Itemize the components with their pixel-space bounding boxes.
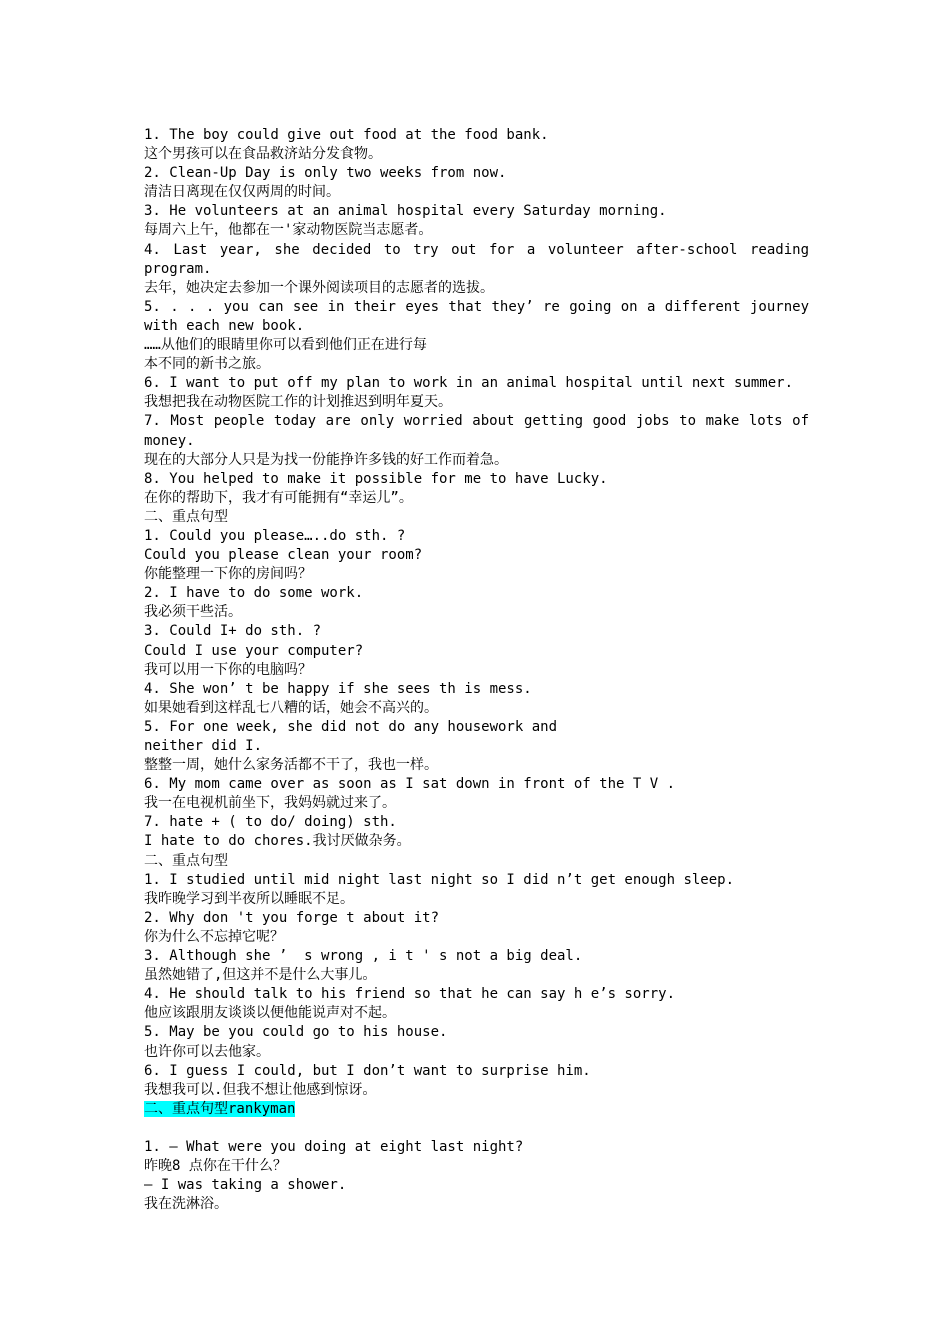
blank-line <box>144 1119 809 1138</box>
text-line: 6. My mom came over as soon as I sat down in front of the T V . <box>144 776 676 793</box>
text-line: 5. For one week, she did not do any housework and <box>144 718 558 735</box>
text-line: 这个男孩可以在食品救济站分发食物。 <box>144 146 382 163</box>
text-line: Could I use your computer? <box>144 642 364 659</box>
section-heading: 二、重点句型 <box>144 852 228 869</box>
text-line: 他应该跟朋友谈谈以便他能说声对不起。 <box>144 1005 396 1022</box>
text-line: 去年，她决定去参加一个课外阅读项目的志愿者的选拔。 <box>144 279 494 296</box>
text-line: 1. The boy could give out food at the food bank. <box>144 127 549 143</box>
text-line: 6. I guess I could, but I don’t want to surprise him. <box>144 1062 591 1079</box>
text-line: program. <box>144 260 212 277</box>
text-line: 我可以用一下你的电脑吗？ <box>144 661 312 678</box>
text-line: 每周六上午，他都在一'家动物医院当志愿者。 <box>144 222 433 239</box>
text-line: 3. He volunteers at an animal hospital every Saturday morning. <box>144 203 667 220</box>
text-line: 昨晚8 点你在干什么？ <box>144 1158 287 1175</box>
text-line: 8. You helped to make it possible for me to have Lucky. <box>144 470 608 487</box>
text-line: 1. Could you please…..do sth. ? <box>144 527 406 544</box>
text-line: 我昨晚学习到半夜所以睡眠不足。 <box>144 890 354 907</box>
text-line: 2. Clean-Up Day is only two weeks from now. <box>144 165 507 182</box>
text-line: 清洁日离现在仅仅两周的时间。 <box>144 184 340 201</box>
text-line: 2. I have to do some work. <box>144 585 364 602</box>
document-page <box>144 126 809 1214</box>
text-line: 我必须干些活。 <box>144 604 242 621</box>
text-line: 虽然她错了,但这并不是什么大事儿。 <box>144 967 377 984</box>
text-line: 5. . . . you can see in their eyes that they’ re going on a different journey <box>144 298 809 315</box>
text-line: 本不同的新书之旅。 <box>144 356 270 373</box>
text-line: 4. She won’ t be happy if she sees th is mess. <box>144 680 532 697</box>
text-line: with each new book. <box>144 317 305 334</box>
text-line: 我一在电视机前坐下，我妈妈就过来了。 <box>144 795 396 812</box>
text-line: 7. hate + ( to do/ doing) sth. <box>144 814 397 831</box>
text-line: ……从他们的眼睛里你可以看到他们正在进行每 <box>144 337 427 354</box>
text-line: 2. Why don 't you forge t about it? <box>144 909 440 926</box>
text-line: Could you please clean your room? <box>144 547 423 564</box>
text-line: 如果她看到这样乱七八糟的话，她会不高兴的。 <box>144 699 438 716</box>
text-line: 你为什么不忘掉它呢？ <box>144 928 284 945</box>
text-line: 我想我可以.但我不想让他感到惊讶。 <box>144 1081 377 1098</box>
text-line: 1. — What were you doing at eight last night? <box>144 1138 524 1155</box>
text-line: money. <box>144 432 195 449</box>
text-line: 整整一周，她什么家务活都不干了，我也一样。 <box>144 757 438 774</box>
text-line: neither did I. <box>144 738 263 754</box>
text-line: 1. I studied until mid night last night so I did n’t get enough sleep. <box>144 871 735 888</box>
highlighted-heading <box>144 1100 809 1119</box>
text-line: 6. I want to put off my plan to work in an animal hospital until next summer. <box>144 375 794 392</box>
text-line: 4. Last year, she decided to try out for a volunteer after-school reading <box>144 241 809 258</box>
text-line: 我想把我在动物医院工作的计划推迟到明年夏天。 <box>144 394 452 411</box>
text-line: 也许你可以去他家。 <box>144 1043 270 1060</box>
text-line: 7. Most people today are only worried about getting good jobs to make lots of <box>144 413 809 430</box>
text-line: 4. He should talk to his friend so that he can say h e’s sorry. <box>144 986 676 1003</box>
text-line: I hate to do chores.我讨厌做杂务。 <box>144 833 411 850</box>
text-line: 3. Although she ’ s wrong , i t ' s not a big deal. <box>144 948 583 965</box>
highlight-mark: 二、重点句型rankyman <box>144 1100 296 1117</box>
text-line: 在你的帮助下，我才有可能拥有“幸运儿”。 <box>144 489 413 506</box>
text-line: 你能整理一下你的房间吗？ <box>144 566 312 583</box>
section-heading: 二、重点句型 <box>144 508 228 525</box>
text-line: 3. Could I+ do sth. ? <box>144 623 322 640</box>
text-line: — I was taking a shower. <box>144 1177 347 1194</box>
text-line: 现在的大部分人只是为找一份能挣许多钱的好工作而着急。 <box>144 451 508 468</box>
text-line: 5. May be you could go to his house. <box>144 1024 448 1041</box>
text-line: 我在洗淋浴。 <box>144 1196 228 1213</box>
